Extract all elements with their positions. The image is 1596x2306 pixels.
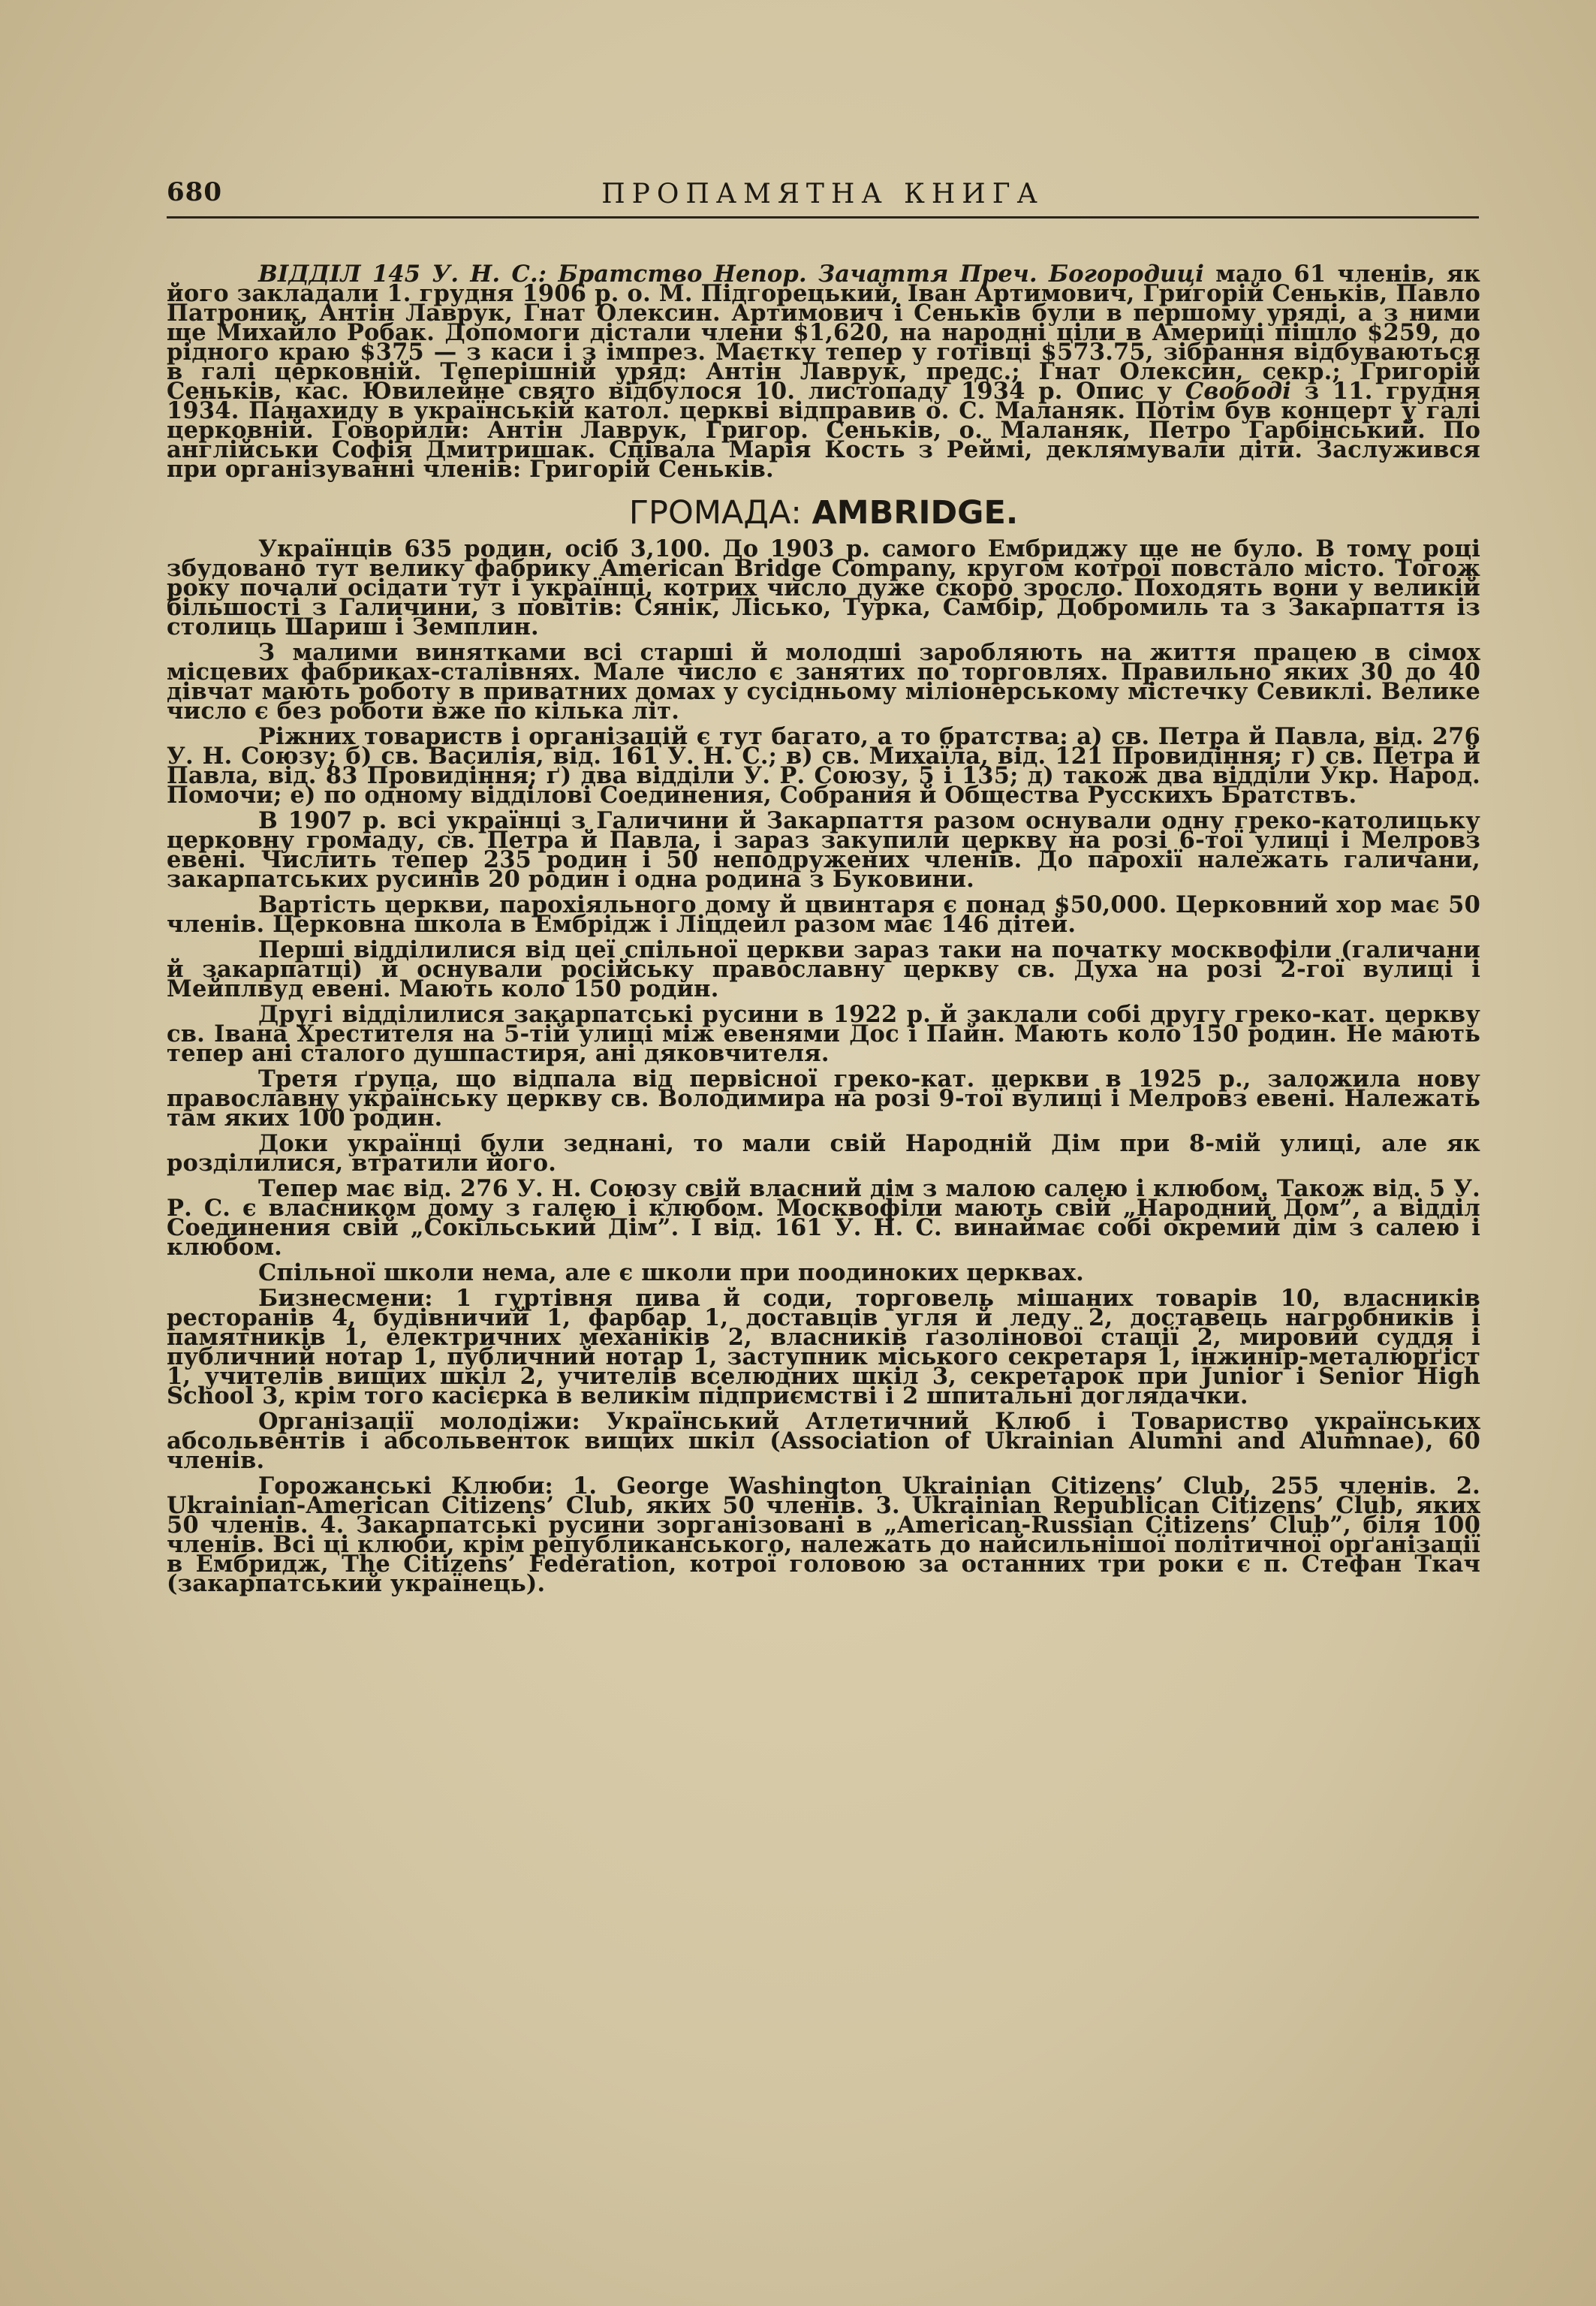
paragraph-second-split: Другі відділилися закарпатські русини в 1922 р. й заклали собі другу греко-кат. церкву св. Івана Хрестителя на 5-тій улиці між евенями Дос і Пайн. Мають коло 150 родин. Не мають тепер ані сталого душпастиря, ані дяковчителя.: [167, 1001, 1480, 1067]
paragraph-population: Українців 635 родин, осіб 3,100. До 1903 р. самого Ембриджу ще не було. В тому році збудовано тут велику фабрику American Bridge Company, кругом котрої повстало місто. Тогож року почали осідати тут і українці, котрих число дуже скоро зросло. Походять вони у великій більшості з Галичини, з повітів: Сянік, Лісько, Турка, Самбір, Добромиль та з Закарпаття із столиць Шариш і Земплин.: [167, 535, 1480, 641]
paragraph-employment: З малими винятками всі старші й молодші заробляють на життя працею в сімох місцевих фабриках-сталівнях. Мале число є занятих по торговлях. Правильно яких 30 до 40 дівчат мають роботу в приватних домах у сусідньому міліонерському містечку Севиклі. Велике число є без роботи вже по кілька літ.: [167, 639, 1480, 725]
running-title: ПРОПАМЯТНА КНИГА: [601, 179, 1044, 209]
paragraph-church-1907: В 1907 р. всі українці з Галичини й Закарпаття разом оснували одну греко-католицьку церковну громаду, св. Петра й Павла, і зараз закупили церкву на розі 6-тої улиці і Мелровз евені. Числить тепер 235 родин і 50 неподружених членів. До парохії належать галичани, закарпатських русинів 20 родин і одна родина з Буковини.: [167, 807, 1480, 893]
section-heading: [167, 494, 1480, 532]
page-content: [167, 261, 1481, 1597]
section-heading-prefix: ГРОМАДА:: [628, 494, 812, 532]
page-number: 680: [167, 177, 222, 207]
paragraph-organizations: Ріжних товариств і організацій є тут багато, а то братства: а) св. Петра й Павла, від. 276 У. Н. Союзу; б) св. Василія, від. 161 У. Н. С.; в) св. Михаїла, від. 121 Провидіння; г) св. Петра й Павла, від. 83 Провидіння; ґ) два відділи У. Р. Союзу, 5 і 135; д) також два відділи Укр. Народ. Помочи; е) по одному відділові Соединения, Собрания й Общества Русскихъ Братствъ.: [167, 723, 1480, 809]
branch-145-text-part-2: з 11. грудня 1934. Панахиду в українській катол. церкві відправив о. С. Маланяк. Потім був концерт у галі церковній. Говорили: Антін Лаврук, Григор. Сеньків, о. Маланяк, Петро Гарбінський. По англійськи Софія Дмитришак. Співала Марія Кость з Реймі, деклямували діти. Заслужився при організуванні членів: Григорій Сеньків.: [167, 378, 1480, 483]
branch-145-text-part-1: мало 61 членів, як його закладали 1. грудня 1906 р. о. М. Підгорецький, Іван Артимович, Григорій Сеньків, Павло Патроник, Антін Лаврук, Гнат Олексин. Артимович і Сеньків були в першому уряді, а з ними ще Михайло Робак. Допомоги дістали члени $1,620, на народні ціли в Америці пішло $259, до рідного краю $375 — з каси і з імпрез. Маєтку тепер у готівці $573.75, зібрання відбуваються в галі церковній. Теперішній уряд: Антін Лаврук, предс.; Гнат Олексин, секр.; Григорій Сеньків, кас. Ювилейне свято відбулося 10. листопаду 1934 р. Опис у: [167, 261, 1481, 405]
svoboda-reference: Свободі: [1185, 378, 1292, 405]
paragraph-businessmen: Бизнесмени: 1 гуртівня пива й соди, торговель мішаних товарів 10, власників ресторанів 4, будівничий 1, фарбар 1, доставців угля й леду 2, доставець нагробників і памятників 1, електричних механіків 2, власників ґазолінової стації 2, мировий суддя і публичний нотар 1, публичний нотар 1, заступник міського секретаря 1, інжинір-металюрґіст 1, учителів вищих шкіл 2, учителів вселюдних шкіл 3, секретарок при Junior і Senior High School 3, крім того касієрка в великім підприємстві і 2 шпитальні доглядачки.: [167, 1285, 1480, 1409]
section-heading-city: AMBRIDGE.: [812, 494, 1019, 532]
paragraph-halls: Тепер має від. 276 У. Н. Союзу свій власний дім з малою салею і клюбом. Також від. 5 У. Р. С. є власником дому з галею і клюбом. Москвофіли мають свій „Народний Дом”, а відділ Соединения свій „Сокільський Дім”. І від. 161 У. Н. С. винаймає собі окремий дім з салею і клюбом.: [167, 1175, 1480, 1261]
paragraph-first-split: Перші відділилися від цеї спільної церкви зараз таки на початку москвофіли (галичани й закарпатці) й оснували російську православну церкву св. Духа на розі 2-гої вулиці і Мейплвуд евені. Мають коло 150 родин.: [167, 936, 1480, 1002]
paragraph-third-split: Третя ґрупа, що відпала від первісної греко-кат. церкви в 1925 р., заложила нову православну українську церкву св. Володимира на розі 9-тої вулиці і Мелровз евені. Належать там яких 100 родин.: [167, 1066, 1480, 1132]
branch-145-title: ВІДДІЛ 145 У. Н. С.: Братство Непор. Зачаття Преч. Богородиці: [258, 261, 1205, 288]
paragraph-church-value: Вартість церкви, парохіяльного дому й цвинтаря є понад $50,000. Церковний хор має 50 членів. Церковна школа в Ембрідж і Ліцдейл разом має 146 дітей.: [167, 891, 1480, 938]
page-header: [167, 177, 1479, 219]
branch-145-paragraph: [167, 261, 1481, 483]
paragraph-youth-organizations: Організації молодіжи: Український Атлетичний Клюб і Товариство українських абсольвентів і абсольвенток вищих шкіл (Association of Ukrainian Alumni and Alumnae), 60 членів.: [167, 1408, 1480, 1474]
paragraph-national-home: Доки українці були зеднані, то мали свій Народній Дім при 8-мій улиці, але як розділилися, втратили його.: [167, 1130, 1480, 1177]
paragraph-citizens-clubs: Горожанські Клюби: 1. George Washington Ukrainian Citizens’ Club, 255 членів. 2. Ukrainian-American Citizens’ Club, яких 50 членів. 3. Ukrainian Republican Citizens’ Club, яких 50 членів. 4. Закарпатські русини зорганізовані в „American-Russian Citizens’ Club”, біля 100 членів. Всі ці клюби, крім републиканського, належать до найсильнішої політичної орґанізації в Ембридж, The Citizens’ Federation, котрої головою за останних три роки є п. Стефан Ткач (закарпатський українець).: [167, 1473, 1480, 1597]
paragraph-schools: Спільної школи нема, але є школи при поодиноких церквах.: [258, 1259, 1084, 1286]
